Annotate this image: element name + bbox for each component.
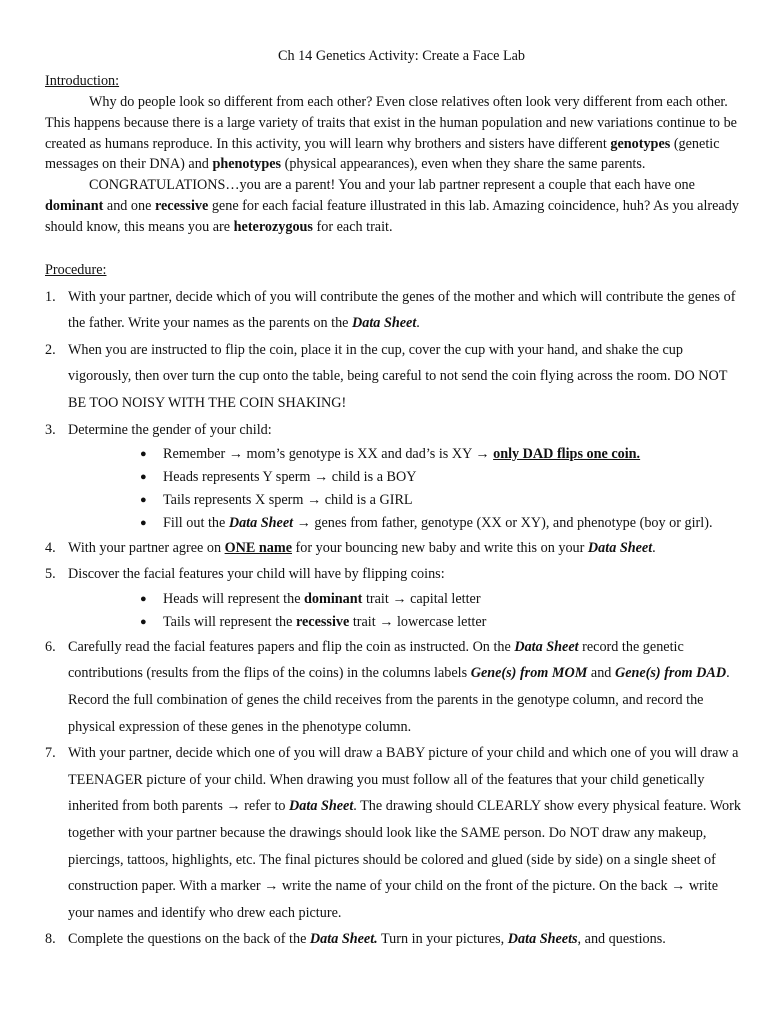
- bullet-icon: ●: [140, 592, 147, 605]
- data-sheet-ref: Data Sheet: [352, 315, 417, 332]
- data-sheets-ref: Data Sheets: [507, 931, 578, 948]
- list-item: ● Fill out the Data Sheet → genes from father, genotype (XX or XY), and phenotype (boy or girl).: [140, 512, 746, 535]
- procedure-step-3: 3. Determine the gender of your child: ● Remember → mom’s genotype is XX and dad’s is XY → only DAD flips one coin. ● Heads represents Y sperm → child is a BOY ● Tails represents X sperm → child is a GIRL ● Fill out the Data Sheet → genes from father, genotype (XX or XY), and phenotype (boy or girl).: [45, 417, 746, 535]
- procedure-step-4: 4. With your partner agree on ONE name for your bouncing new baby and write this on your Data Sheet.: [45, 539, 656, 556]
- one-name-emphasis: ONE name: [224, 539, 292, 556]
- arrow-right-icon: →: [226, 798, 241, 815]
- term-phenotypes: phenotypes: [212, 156, 282, 173]
- procedure-steps: [45, 284, 746, 953]
- bullet-icon: ●: [140, 471, 147, 484]
- data-sheet-ref: Data Sheet: [289, 798, 354, 815]
- term-heterozygous: heterozygous: [233, 218, 313, 235]
- dad-flips-note: only DAD flips one coin.: [493, 446, 641, 463]
- list-item: ● Heads represents Y sperm → child is a BOY: [140, 466, 746, 489]
- introduction-heading: Introduction:: [45, 73, 120, 89]
- list-item: ● Remember → mom’s genotype is XX and dad’s is XY → only DAD flips one coin.: [140, 443, 746, 466]
- bullet-icon: ●: [140, 517, 147, 530]
- data-sheet-ref: Data Sheet: [587, 539, 653, 556]
- term-genotypes: genotypes: [610, 135, 671, 152]
- arrow-right-icon: →: [228, 446, 243, 463]
- traits-bullet-list: [68, 588, 746, 634]
- intro-paragraph-1: Why do people look so different from each other? Even close relatives often look very different from each other. This happens because there is a large variety of traits that exist in the human population and new variations continue to be created as humans reproduce. In this activity, you will learn why brothers and sisters have different genotypes (genetic messages on their DNA) and phenotypes (physical appearances), even when they share the same parents.: [45, 94, 737, 173]
- list-item: ● Heads will represent the dominant trait → capital letter: [140, 588, 746, 611]
- procedure-heading: Procedure:: [45, 261, 107, 278]
- procedure-step-1: 1. With your partner, decide which of you will contribute the genes of the mother and which will contribute the genes of the father. Write your names as the parents on the Data Sheet.: [45, 288, 736, 332]
- arrow-right-icon: →: [296, 515, 311, 532]
- bullet-icon: ●: [140, 448, 147, 461]
- term-dominant: dominant: [45, 197, 104, 214]
- term-recessive: recessive: [154, 197, 209, 214]
- gender-bullet-list: [68, 443, 746, 535]
- procedure-step-2: 2. When you are instructed to flip the coin, place it in the cup, cover the cup with your hand, and shake the cup vigorously, then over turn the cup onto the table, being careful to not send the coin flying across the room. DO NOT BE TOO NOISY WITH THE COIN SHAKING!: [45, 341, 728, 411]
- arrow-right-icon: →: [671, 878, 686, 895]
- bullet-icon: ●: [140, 494, 147, 507]
- list-item: ● Tails represents X sperm → child is a GIRL: [140, 489, 746, 512]
- procedure-step-7: 7. With your partner, decide which one of you will draw a BABY picture of your child and which one of you will draw a TEENAGER picture of your child. When drawing you must follow all of the features that your child genetically inherited from both parents → refer to Data Sheet. The drawing should CLEARLY show every physical feature. Work together with your partner because the drawings should look like the SAME person. Do NOT draw any makeup, piercings, tattoos, highlights, etc. The final pictures should be colored and glued (side by side) on a single sheet of construction paper. With a marker → write the name of your child on the front of the picture. On the back → write your names and identify who drew each picture.: [45, 745, 741, 921]
- genes-from-dad-label: Gene(s) from DAD: [614, 665, 727, 682]
- intro-paragraph-2: CONGRATULATIONS…you are a parent! You and your lab partner represent a couple that each have one dominant and one recessive gene for each facial feature illustrated in this lab. Amazing coincidence, huh? As you already should know, this means you are heterozygous for each trait.: [45, 177, 739, 235]
- procedure-step-6: 6. Carefully read the facial features papers and flip the coin as instructed. On the Data Sheet record the genetic contributions (results from the flips of the coins) in the columns labels Gene(s) from MOM and Gene(s) from DAD. Record the full combination of genes the child receives from the parents in the genotype column, and record the physical expression of these genes in the phenotype column.: [45, 638, 730, 735]
- data-sheet-ref: Data Sheet: [514, 638, 579, 655]
- arrow-right-icon: →: [475, 446, 490, 463]
- document-title: Ch 14 Genetics Activity: Create a Face Lab: [277, 48, 526, 64]
- procedure-step-8: 8. Complete the questions on the back of the Data Sheet. Turn in your pictures, Data Sheets, and questions.: [45, 931, 666, 948]
- data-sheet-ref: Data Sheet.: [309, 931, 378, 948]
- genes-from-mom-label: Gene(s) from MOM: [470, 665, 588, 682]
- arrow-right-icon: →: [264, 878, 279, 895]
- bullet-icon: ●: [140, 615, 147, 628]
- list-item: ● Tails will represent the recessive trait → lowercase letter: [140, 611, 746, 634]
- arrow-right-icon: →: [314, 469, 329, 486]
- data-sheet-ref: Data Sheet: [228, 515, 294, 532]
- procedure-step-5: 5. Discover the facial features your child will have by flipping coins: ● Heads will represent the dominant trait → capital letter ● Tails will represent the recessive trait → lowercase letter: [45, 561, 746, 634]
- introduction-section: [45, 92, 746, 238]
- arrow-right-icon: →: [307, 492, 322, 509]
- arrow-right-icon: →: [379, 613, 394, 630]
- arrow-right-icon: →: [392, 590, 407, 607]
